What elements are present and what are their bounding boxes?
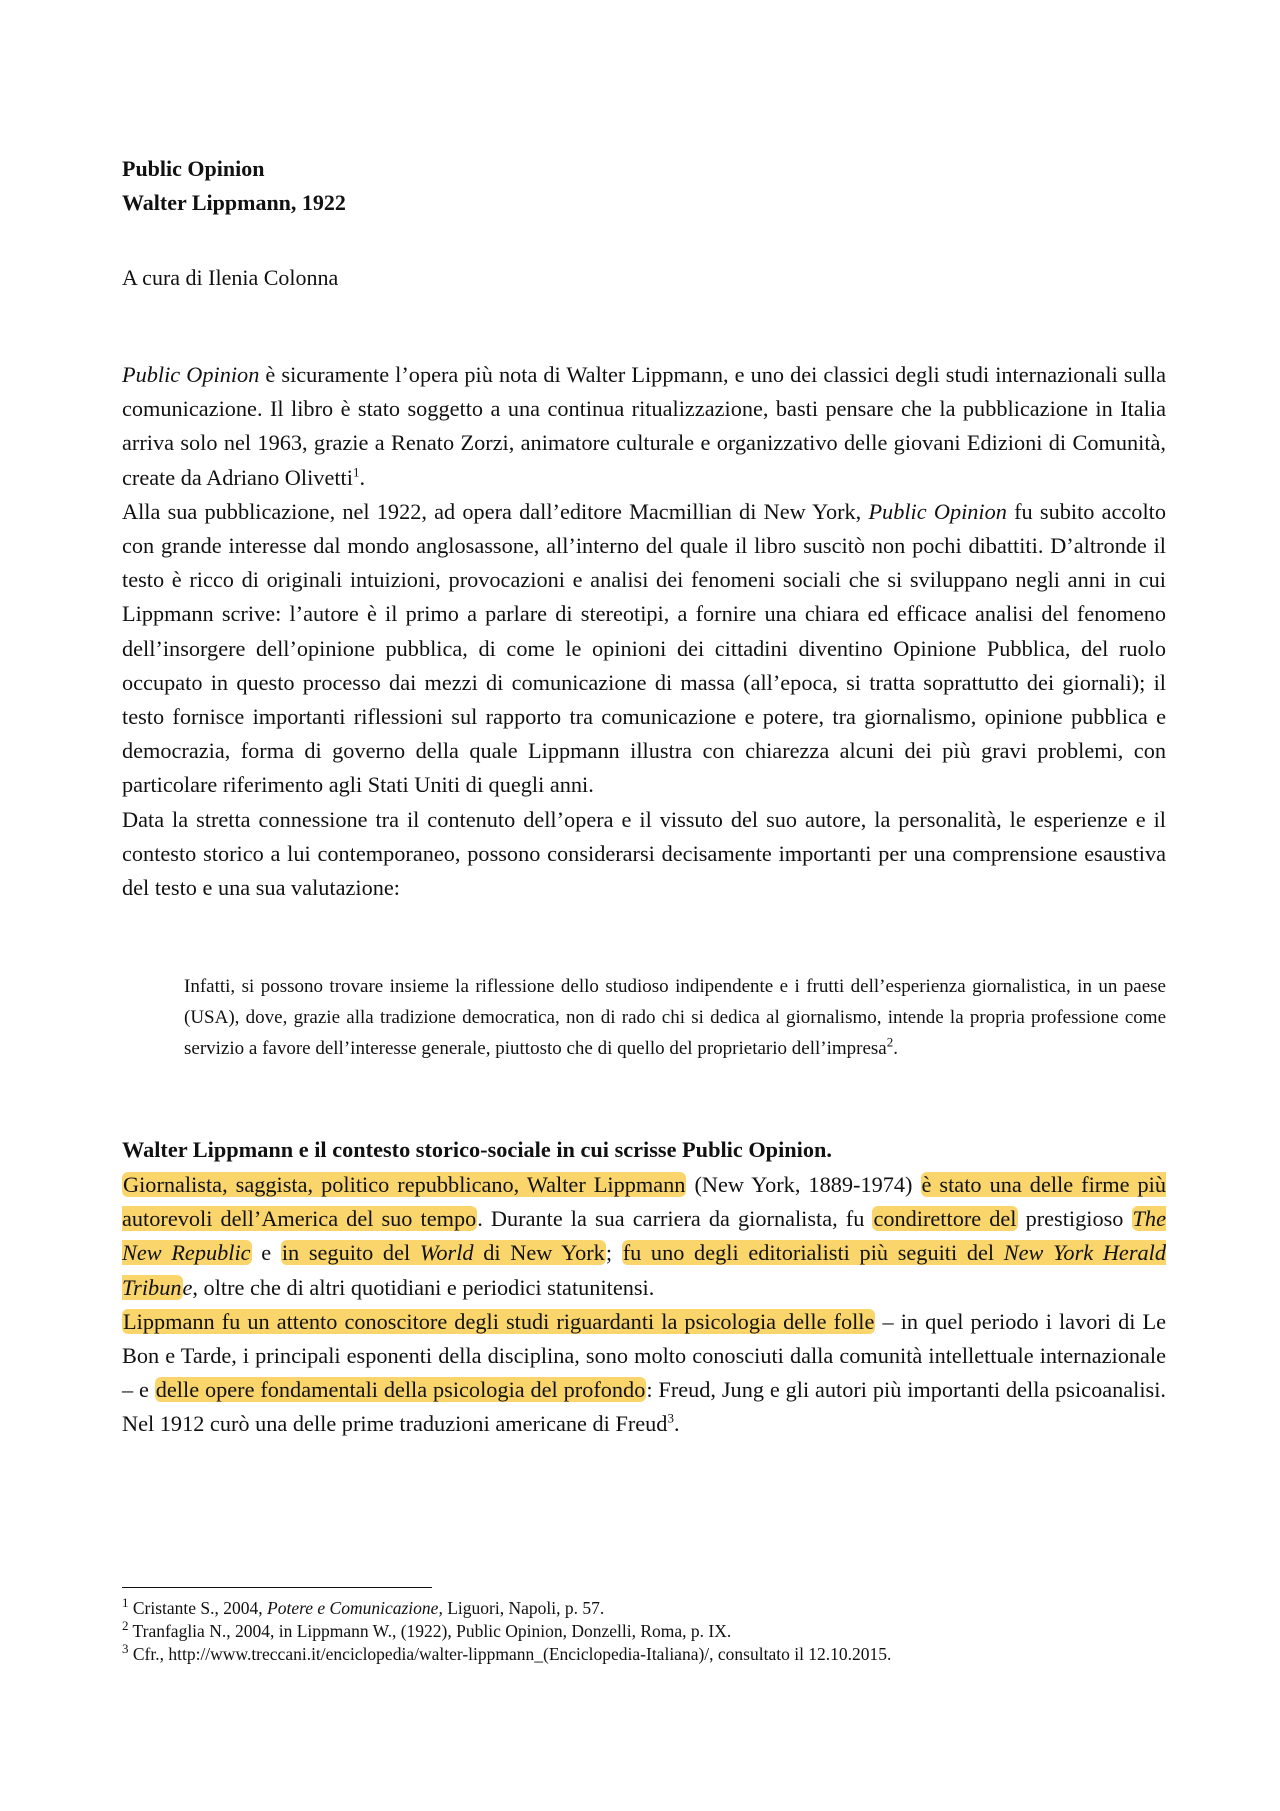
footnote-text: Cristante S., 2004,: [128, 1598, 268, 1618]
journal-title-italic: World: [419, 1240, 474, 1266]
footnote-3: [122, 1643, 891, 1666]
highlight-5: [281, 1240, 606, 1265]
block-quote: [184, 971, 1166, 1064]
title-line-1: Public Opinion: [122, 156, 265, 181]
footnote-number: 1: [122, 1595, 129, 1611]
section-heading: Walter Lippmann e il contesto storico-sociale in cui scrisse Public Opinion.: [122, 1137, 832, 1162]
quote-end: .: [893, 1038, 898, 1059]
footnote-number: 3: [122, 1641, 129, 1657]
journal-title-italic-tail: e: [182, 1274, 193, 1300]
footnote-link-text[interactable]: Cfr., http://www.treccani.it/enciclopedia/walter-lippmann_(Enciclopedia-Italiana)/, consultato il 12.10.2015.: [128, 1644, 892, 1664]
footnote-1: [122, 1597, 891, 1620]
section-end: .: [673, 1411, 680, 1437]
section-text: – in quel periodo i lavori di Le Bon e Tarde, i principali esponenti della disciplina, sono molto conosciuti dalla comunità intellettuale internazionale – e: [122, 1308, 1166, 1403]
intro-p1-end: .: [359, 464, 366, 490]
intro-section: [122, 358, 1166, 905]
highlight-8: delle opere fondamentali della psicologia del profondo: [155, 1377, 646, 1403]
intro-p2-text-a: Alla sua pubblicazione, nel 1922, ad opera dall’editore Macmillian di New York,: [122, 498, 869, 524]
highlight-5-text-a: in seguito del: [281, 1240, 420, 1266]
footnote-text: Liguori, Napoli, p. 57.: [442, 1598, 605, 1618]
section-text: (New York, 1889-1974): [686, 1172, 921, 1197]
section-text: : Freud, Jung e gli autori più importanti della psicoanalisi. Nel 1912 curò una delle prime traduzioni americane di Freud: [122, 1377, 1166, 1437]
footnote-ref-3[interactable]: 3: [667, 1411, 674, 1426]
quote-text: Infatti, si possono trovare insieme la riflessione dello studioso indipendente e i frutti dell’esperienza giornalistica, in un paese (USA), dove, grazie alla tradizione democratica, non di rado chi si dedica al giornalismo, intende la propria professione come servizio a favore dell’interesse generale, piuttosto che di quello del proprietario dell’impresa: [184, 976, 1166, 1059]
section-text: e: [251, 1240, 281, 1266]
section-body: [122, 1168, 1166, 1442]
highlight-5-text-b: di New York: [473, 1240, 605, 1266]
intro-paragraph-3: Data la stretta connessione tra il contenuto dell’opera e il vissuto del suo autore, la personalità, le esperienze e il contesto storico a lui contemporaneo, possono considerarsi decisamente importanti per una comprensione esaustiva del testo e una sua valutazione:: [122, 806, 1166, 901]
intro-p1-text: è sicuramente l’opera più nota di Walter Lippmann, e uno dei classici degli studi internazionali sulla comunicazione. Il libro è stato soggetto a una continua ritualizzazione, basti pensare che la pubblicazione in Italia arriva solo nel 1963, grazie a Renato Zorzi, animatore culturale e organizzativo delle giovani Edizioni di Comunità, create da Adriano Olivetti: [122, 362, 1166, 490]
footnotes: [122, 1597, 891, 1666]
section-text: , oltre che di altri quotidiani e periodici statunitensi.: [192, 1274, 655, 1300]
section-text: ;: [605, 1240, 622, 1266]
section-paragraph-1: [122, 1168, 1166, 1305]
footnote-text: Tranfaglia N., 2004, in Lippmann W., (1922), Public Opinion, Donzelli, Roma, p. IX.: [128, 1621, 732, 1641]
curator-line: A cura di Ilenia Colonna: [122, 265, 339, 290]
highlight-6-text: fu uno degli editorialisti più seguiti del: [622, 1240, 1004, 1266]
footnote-ref-2[interactable]: 2: [886, 1034, 894, 1050]
footnote-italic: Potere e Comunicazione,: [267, 1598, 443, 1618]
book-title-italic: Public Opinion: [868, 498, 1007, 524]
title-line-2: Walter Lippmann, 1922: [122, 190, 346, 215]
footnote-2: [122, 1620, 891, 1643]
section-text: prestigioso: [1017, 1206, 1132, 1232]
journal-title-italic: New York Herald Tribun: [122, 1240, 1167, 1300]
highlight-3: condirettore del: [873, 1206, 1017, 1232]
highlight-2: è stato una delle firme più autorevoli dell’America del suo tempo: [122, 1172, 1166, 1232]
footnote-divider: [122, 1587, 432, 1588]
section-text: . Durante la sua carriera da giornalista, fu: [477, 1206, 873, 1232]
footnote-number: 2: [122, 1618, 129, 1634]
section-paragraph-2: [122, 1305, 1166, 1442]
highlight-7: Lippmann fu un attento conoscitore degli studi riguardanti la psicologia delle folle: [123, 1308, 875, 1334]
intro-paragraph-1: [122, 358, 1166, 495]
journal-title-italic: The New Republic: [122, 1206, 1166, 1266]
footnote-ref-1[interactable]: 1: [352, 464, 360, 480]
intro-paragraph-2: [122, 495, 1166, 803]
book-title-italic: Public Opinion: [122, 362, 260, 387]
intro-p2-text-b: fu subito accolto con grande interesse dal mondo anglosassone, all’interno del quale il libro suscitò non pochi dibattiti. D’altronde il testo è ricco di originali intuizioni, provocazioni e analisi dei fenomeni sociali che si sviluppano negli anni in cui Lippmann scrive: l’autore è il primo a parlare di stereotipi, a fornire una chiara ed efficace analisi del fenomeno dell’insorgere dell’opinione pubblica, di come le opinioni dei cittadini diventino Opinione Pubblica, del ruolo occupato in questo processo dai mezzi di comunicazione di massa (all’epoca, si tratta soprattutto dei giornali); il testo fornisce importanti riflessioni sul rapporto tra comunicazione e potere, tra giornalismo, opinione pubblica e democrazia, forma di governo della quale Lippmann illustra con chiarezza alcuni dei più gravi problemi, con particolare riferimento agli Stati Uniti di quegli anni.: [122, 498, 1166, 798]
document-title: [122, 152, 346, 220]
highlight-1: Giornalista, saggista, politico repubblicano, Walter Lippmann: [123, 1172, 686, 1197]
